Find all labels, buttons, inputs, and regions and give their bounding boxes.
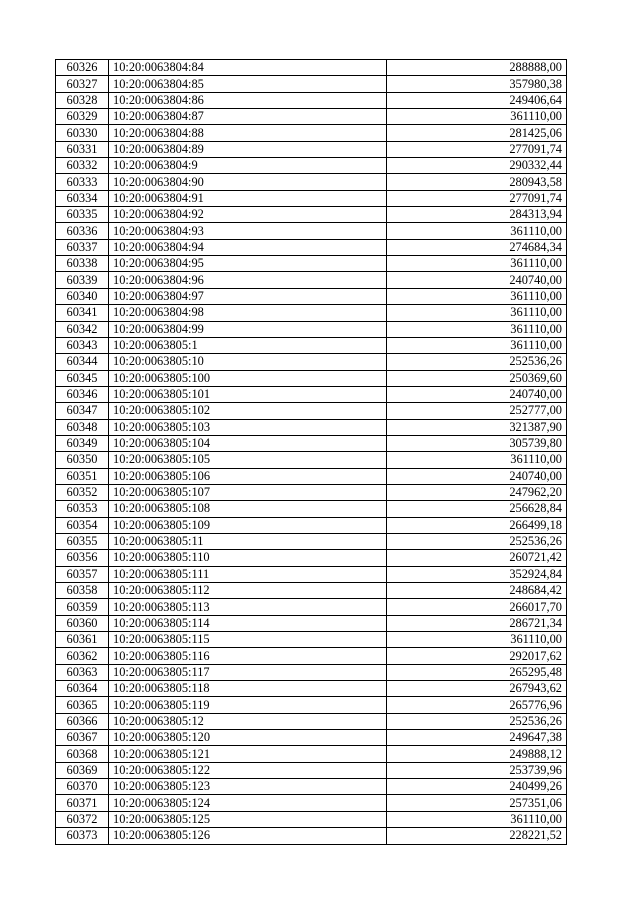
row-number-cell: 60341 (56, 305, 109, 321)
row-number-cell: 60365 (56, 697, 109, 713)
row-number-cell: 60333 (56, 174, 109, 190)
table-row (56, 190, 567, 206)
table-row (56, 92, 567, 108)
row-number-cell: 60347 (56, 403, 109, 419)
table-row (56, 370, 567, 386)
cadastral-value-cell: 305739,80 (387, 435, 567, 451)
cadastral-number-cell: 10:20:0063804:94 (109, 239, 387, 255)
cadastral-value-cell: 260721,42 (387, 550, 567, 566)
cadastral-number-cell: 10:20:0063805:106 (109, 468, 387, 484)
cadastral-value-table (55, 59, 567, 845)
cadastral-number-cell: 10:20:0063805:121 (109, 746, 387, 762)
table-row (56, 599, 567, 615)
cadastral-value-cell: 266499,18 (387, 517, 567, 533)
cadastral-number-cell: 10:20:0063804:96 (109, 272, 387, 288)
cadastral-number-cell: 10:20:0063804:91 (109, 190, 387, 206)
cadastral-number-cell: 10:20:0063805:101 (109, 386, 387, 402)
cadastral-number-cell: 10:20:0063805:107 (109, 484, 387, 500)
cadastral-value-cell: 361110,00 (387, 256, 567, 272)
cadastral-number-cell: 10:20:0063804:87 (109, 109, 387, 125)
table-row (56, 583, 567, 599)
row-number-cell: 60371 (56, 795, 109, 811)
table-row (56, 746, 567, 762)
row-number-cell: 60357 (56, 566, 109, 582)
cadastral-number-cell: 10:20:0063805:117 (109, 664, 387, 680)
cadastral-number-cell: 10:20:0063805:112 (109, 583, 387, 599)
cadastral-value-cell: 361110,00 (387, 452, 567, 468)
cadastral-value-cell: 249406,64 (387, 92, 567, 108)
row-number-cell: 60348 (56, 419, 109, 435)
cadastral-value-cell: 250369,60 (387, 370, 567, 386)
row-number-cell: 60349 (56, 435, 109, 451)
cadastral-number-cell: 10:20:0063805:111 (109, 566, 387, 582)
row-number-cell: 60372 (56, 811, 109, 827)
table-row (56, 484, 567, 500)
cadastral-value-cell: 286721,34 (387, 615, 567, 631)
table-row (56, 664, 567, 680)
cadastral-value-cell: 361110,00 (387, 109, 567, 125)
cadastral-number-cell: 10:20:0063805:12 (109, 713, 387, 729)
row-number-cell: 60346 (56, 386, 109, 402)
row-number-cell: 60328 (56, 92, 109, 108)
cadastral-value-cell: 280943,58 (387, 174, 567, 190)
table-row (56, 158, 567, 174)
row-number-cell: 60363 (56, 664, 109, 680)
cadastral-number-cell: 10:20:0063804:89 (109, 141, 387, 157)
cadastral-value-cell: 284313,94 (387, 207, 567, 223)
cadastral-number-cell: 10:20:0063804:90 (109, 174, 387, 190)
cadastral-value-cell: 321387,90 (387, 419, 567, 435)
cadastral-number-cell: 10:20:0063804:86 (109, 92, 387, 108)
table-row (56, 517, 567, 533)
table-row (56, 648, 567, 664)
cadastral-value-cell: 265776,96 (387, 697, 567, 713)
cadastral-value-cell: 228221,52 (387, 828, 567, 844)
cadastral-value-cell: 361110,00 (387, 321, 567, 337)
table-row (56, 828, 567, 844)
table-row (56, 239, 567, 255)
cadastral-number-cell: 10:20:0063804:93 (109, 223, 387, 239)
table-row (56, 174, 567, 190)
cadastral-value-cell: 361110,00 (387, 337, 567, 353)
cadastral-value-cell: 247962,20 (387, 484, 567, 500)
table-row (56, 272, 567, 288)
table-row (56, 795, 567, 811)
cadastral-value-cell: 240740,00 (387, 468, 567, 484)
table-row (56, 550, 567, 566)
cadastral-value-cell: 248684,42 (387, 583, 567, 599)
cadastral-number-cell: 10:20:0063805:110 (109, 550, 387, 566)
table-row (56, 141, 567, 157)
cadastral-value-cell: 240740,00 (387, 272, 567, 288)
cadastral-value-cell: 253739,96 (387, 762, 567, 778)
row-number-cell: 60331 (56, 141, 109, 157)
cadastral-value-cell: 361110,00 (387, 811, 567, 827)
row-number-cell: 60339 (56, 272, 109, 288)
row-number-cell: 60327 (56, 76, 109, 92)
row-number-cell: 60362 (56, 648, 109, 664)
table-row (56, 468, 567, 484)
cadastral-value-cell: 357980,38 (387, 76, 567, 92)
table-row (56, 125, 567, 141)
table-row (56, 256, 567, 272)
row-number-cell: 60359 (56, 599, 109, 615)
table-row (56, 730, 567, 746)
row-number-cell: 60332 (56, 158, 109, 174)
row-number-cell: 60354 (56, 517, 109, 533)
cadastral-value-cell: 240499,26 (387, 779, 567, 795)
table-row (56, 419, 567, 435)
cadastral-value-cell: 361110,00 (387, 223, 567, 239)
table-row (56, 354, 567, 370)
table-row (56, 533, 567, 549)
cadastral-number-cell: 10:20:0063805:10 (109, 354, 387, 370)
table-body (56, 60, 567, 845)
cadastral-value-cell: 352924,84 (387, 566, 567, 582)
cadastral-number-cell: 10:20:0063805:126 (109, 828, 387, 844)
cadastral-number-cell: 10:20:0063805:100 (109, 370, 387, 386)
cadastral-number-cell: 10:20:0063804:95 (109, 256, 387, 272)
cadastral-number-cell: 10:20:0063804:9 (109, 158, 387, 174)
cadastral-number-cell: 10:20:0063804:92 (109, 207, 387, 223)
cadastral-number-cell: 10:20:0063805:108 (109, 501, 387, 517)
row-number-cell: 60335 (56, 207, 109, 223)
table-row (56, 779, 567, 795)
cadastral-number-cell: 10:20:0063805:103 (109, 419, 387, 435)
cadastral-number-cell: 10:20:0063805:11 (109, 533, 387, 549)
cadastral-value-cell: 277091,74 (387, 190, 567, 206)
cadastral-value-cell: 265295,48 (387, 664, 567, 680)
table-row (56, 762, 567, 778)
cadastral-value-cell: 249888,12 (387, 746, 567, 762)
cadastral-value-cell: 274684,34 (387, 239, 567, 255)
row-number-cell: 60345 (56, 370, 109, 386)
row-number-cell: 60340 (56, 288, 109, 304)
row-number-cell: 60369 (56, 762, 109, 778)
cadastral-number-cell: 10:20:0063805:122 (109, 762, 387, 778)
row-number-cell: 60361 (56, 632, 109, 648)
row-number-cell: 60352 (56, 484, 109, 500)
cadastral-value-cell: 252536,26 (387, 713, 567, 729)
row-number-cell: 60360 (56, 615, 109, 631)
cadastral-number-cell: 10:20:0063805:109 (109, 517, 387, 533)
row-number-cell: 60326 (56, 60, 109, 76)
cadastral-value-cell: 252777,00 (387, 403, 567, 419)
table-row (56, 501, 567, 517)
table-row (56, 386, 567, 402)
row-number-cell: 60337 (56, 239, 109, 255)
cadastral-number-cell: 10:20:0063804:98 (109, 305, 387, 321)
row-number-cell: 60344 (56, 354, 109, 370)
table-row (56, 566, 567, 582)
cadastral-value-cell: 267943,62 (387, 681, 567, 697)
table-row (56, 697, 567, 713)
table-row (56, 435, 567, 451)
row-number-cell: 60367 (56, 730, 109, 746)
table-row (56, 681, 567, 697)
cadastral-value-cell: 361110,00 (387, 305, 567, 321)
cadastral-number-cell: 10:20:0063805:120 (109, 730, 387, 746)
cadastral-value-cell: 252536,26 (387, 354, 567, 370)
row-number-cell: 60373 (56, 828, 109, 844)
table-row (56, 223, 567, 239)
table-row (56, 615, 567, 631)
row-number-cell: 60330 (56, 125, 109, 141)
row-number-cell: 60355 (56, 533, 109, 549)
cadastral-value-cell: 288888,00 (387, 60, 567, 76)
cadastral-number-cell: 10:20:0063805:124 (109, 795, 387, 811)
cadastral-value-cell: 252536,26 (387, 533, 567, 549)
row-number-cell: 60358 (56, 583, 109, 599)
table-row (56, 305, 567, 321)
cadastral-value-cell: 256628,84 (387, 501, 567, 517)
cadastral-number-cell: 10:20:0063804:99 (109, 321, 387, 337)
cadastral-number-cell: 10:20:0063804:85 (109, 76, 387, 92)
table-row (56, 452, 567, 468)
cadastral-value-cell: 361110,00 (387, 632, 567, 648)
cadastral-number-cell: 10:20:0063804:88 (109, 125, 387, 141)
cadastral-number-cell: 10:20:0063805:116 (109, 648, 387, 664)
table-row (56, 288, 567, 304)
table-row (56, 632, 567, 648)
cadastral-number-cell: 10:20:0063805:123 (109, 779, 387, 795)
cadastral-number-cell: 10:20:0063805:115 (109, 632, 387, 648)
cadastral-value-cell: 361110,00 (387, 288, 567, 304)
table-row (56, 109, 567, 125)
row-number-cell: 60368 (56, 746, 109, 762)
cadastral-number-cell: 10:20:0063805:104 (109, 435, 387, 451)
cadastral-number-cell: 10:20:0063805:105 (109, 452, 387, 468)
row-number-cell: 60343 (56, 337, 109, 353)
cadastral-value-cell: 292017,62 (387, 648, 567, 664)
table-row (56, 76, 567, 92)
row-number-cell: 60329 (56, 109, 109, 125)
table-row (56, 207, 567, 223)
cadastral-number-cell: 10:20:0063805:125 (109, 811, 387, 827)
row-number-cell: 60338 (56, 256, 109, 272)
row-number-cell: 60364 (56, 681, 109, 697)
cadastral-value-cell: 257351,06 (387, 795, 567, 811)
row-number-cell: 60342 (56, 321, 109, 337)
row-number-cell: 60351 (56, 468, 109, 484)
cadastral-number-cell: 10:20:0063804:97 (109, 288, 387, 304)
cadastral-number-cell: 10:20:0063805:1 (109, 337, 387, 353)
cadastral-value-cell: 290332,44 (387, 158, 567, 174)
cadastral-number-cell: 10:20:0063805:119 (109, 697, 387, 713)
row-number-cell: 60353 (56, 501, 109, 517)
table-row (56, 713, 567, 729)
cadastral-number-cell: 10:20:0063805:114 (109, 615, 387, 631)
cadastral-value-cell: 266017,70 (387, 599, 567, 615)
row-number-cell: 60336 (56, 223, 109, 239)
row-number-cell: 60370 (56, 779, 109, 795)
cadastral-number-cell: 10:20:0063804:84 (109, 60, 387, 76)
cadastral-value-cell: 249647,38 (387, 730, 567, 746)
cadastral-value-cell: 281425,06 (387, 125, 567, 141)
row-number-cell: 60366 (56, 713, 109, 729)
table-row (56, 403, 567, 419)
cadastral-number-cell: 10:20:0063805:113 (109, 599, 387, 615)
row-number-cell: 60350 (56, 452, 109, 468)
cadastral-value-cell: 240740,00 (387, 386, 567, 402)
cadastral-value-cell: 277091,74 (387, 141, 567, 157)
row-number-cell: 60356 (56, 550, 109, 566)
table-row (56, 321, 567, 337)
cadastral-number-cell: 10:20:0063805:102 (109, 403, 387, 419)
table-row (56, 337, 567, 353)
table-row (56, 60, 567, 76)
row-number-cell: 60334 (56, 190, 109, 206)
table-row (56, 811, 567, 827)
cadastral-number-cell: 10:20:0063805:118 (109, 681, 387, 697)
